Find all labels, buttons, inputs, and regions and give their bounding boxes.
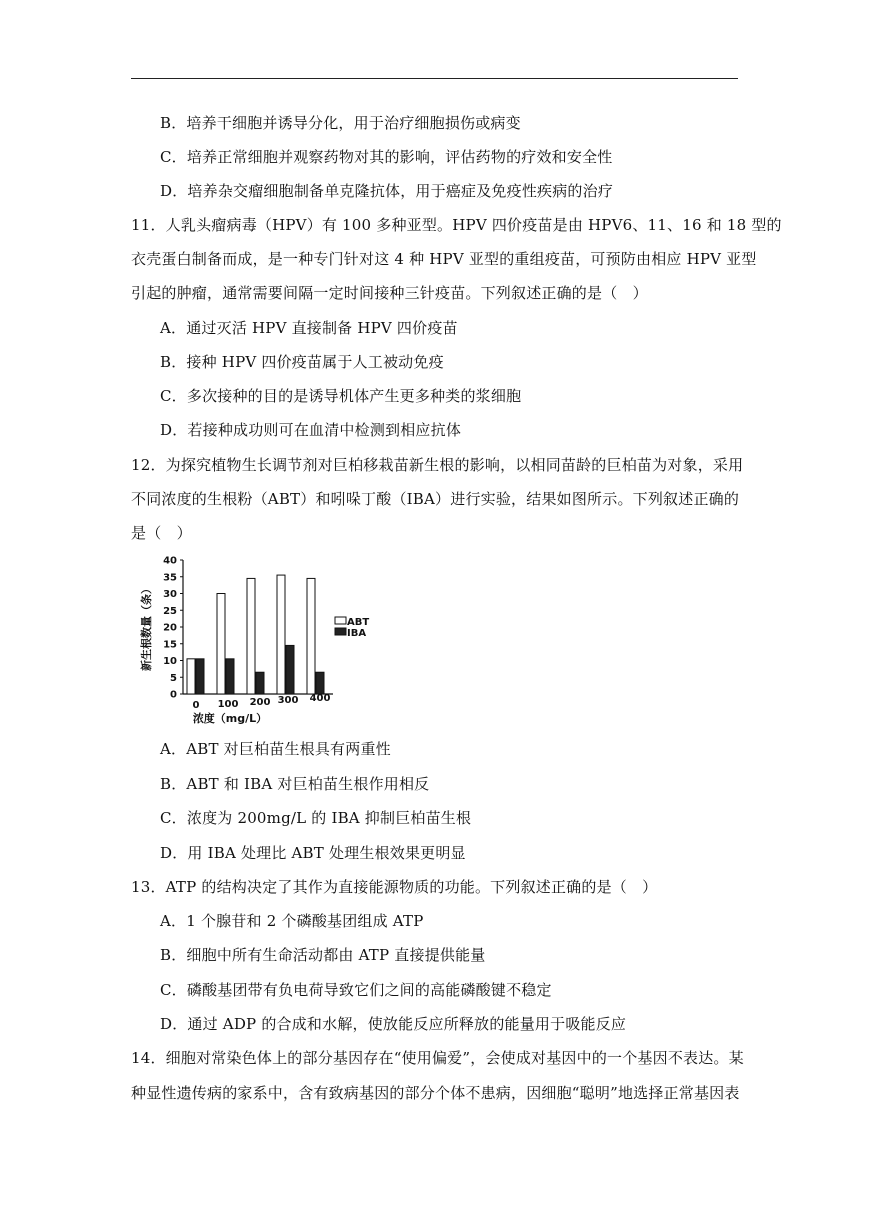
- bar-abt-300: [277, 575, 285, 694]
- q13-option-b: B．细胞中所有生命活动都由 ATP 直接提供能量: [160, 946, 486, 964]
- q14-stem-line-2: 种显性遗传病的家系中，含有致病基因的部分个体不患病，因细胞“聪明”地选择正常基因表: [131, 1084, 740, 1102]
- x-tick-label: 100: [217, 699, 239, 710]
- q12-stem-line-1: 12．为探究植物生长调节剂对巨柏移栽苗新生根的影响，以相同苗龄的巨柏苗为对象，采用: [131, 456, 744, 474]
- q12-option-d: D．用 IBA 处理比 ABT 处理生根效果更明显: [160, 844, 466, 862]
- q13-option-a: A．1 个腺苷和 2 个磷酸基团组成 ATP: [160, 912, 424, 930]
- bar-iba-0: [196, 659, 204, 694]
- q11-stem-line-1: 11．人乳头瘤病毒（HPV）有 100 多种亚型。HPV 四价疫苗是由 HPV6、11、16 和 18 型的: [131, 216, 782, 234]
- x-axis-label: 浓度（mg/L）: [192, 712, 268, 725]
- q11-stem-line-3: 引起的肿瘤，通常需要间隔一定时间接种三针疫苗。下列叙述正确的是（ ）: [131, 284, 648, 302]
- y-axis-label: 新生根数量（条）: [140, 583, 153, 671]
- bar-abt-0: [187, 659, 195, 694]
- q11-option-d: D．若接种成功则可在血清中检测到相应抗体: [160, 421, 462, 439]
- q13-stem-line-1: 13．ATP 的结构决定了其作为直接能源物质的功能。下列叙述正确的是（ ）: [131, 878, 658, 896]
- q12-option-a: A．ABT 对巨柏苗生根具有两重性: [160, 740, 391, 758]
- q13-option-d: D．通过 ADP 的合成和水解，使放能反应所释放的能量用于吸能反应: [160, 1015, 627, 1033]
- legend-label-iba: IBA: [347, 628, 367, 639]
- y-tick-label: 15: [163, 639, 177, 651]
- bar-iba-200: [256, 672, 264, 694]
- legend-swatch-abt: [335, 617, 346, 624]
- q12-option-c: C．浓度为 200mg/L 的 IBA 抑制巨柏苗生根: [160, 809, 472, 827]
- q10-option-d: D．培养杂交瘤细胞制备单克隆抗体，用于癌症及免疫性疾病的治疗: [160, 182, 614, 200]
- q11-stem-line-2: 衣壳蛋白制备而成，是一种专门针对这 4 种 HPV 亚型的重组疫苗，可预防由相应 HPV 亚型: [131, 250, 757, 268]
- y-tick-label: 10: [163, 656, 177, 667]
- y-tick-label: 30: [163, 589, 177, 600]
- x-tick-label: 200: [249, 697, 271, 708]
- y-tick-label: 40: [163, 555, 177, 567]
- q12-option-b: B．ABT 和 IBA 对巨柏苗生根作用相反: [160, 775, 430, 793]
- x-tick-label: 300: [277, 695, 299, 706]
- header-rule: [131, 78, 738, 79]
- q10-option-c: C．培养正常细胞并观察药物对其的影响，评估药物的疗效和安全性: [160, 148, 613, 166]
- bar-abt-100: [217, 594, 225, 695]
- q12-bar-chart: [140, 550, 380, 730]
- legend-label-abt: ABT: [347, 617, 370, 628]
- q12-stem-line-3: 是（ ）: [131, 524, 192, 542]
- q11-option-a: A．通过灭活 HPV 直接制备 HPV 四价疫苗: [160, 319, 458, 337]
- q12-stem-line-2: 不同浓度的生根粉（ABT）和吲哚丁酸（IBA）进行实验，结果如图所示。下列叙述正确的: [131, 490, 740, 508]
- y-tick-label: 5: [170, 672, 177, 684]
- y-tick-label: 25: [163, 605, 177, 617]
- q13-option-c: C．磷酸基团带有负电荷导致它们之间的高能磷酸键不稳定: [160, 981, 552, 999]
- y-tick-label: 0: [170, 689, 177, 701]
- bar-iba-400: [316, 672, 324, 694]
- legend-swatch-iba: [335, 628, 346, 635]
- bar-abt-200: [247, 578, 255, 694]
- q11-option-b: B．接种 HPV 四价疫苗属于人工被动免疫: [160, 353, 444, 371]
- q14-stem-line-1: 14．细胞对常染色体上的部分基因存在“使用偏爱”，会使成对基因中的一个基因不表达。某: [131, 1049, 744, 1067]
- bar-iba-300: [286, 645, 294, 694]
- x-tick-label: 400: [309, 693, 331, 704]
- bar-abt-400: [307, 578, 315, 694]
- y-tick-label: 20: [163, 622, 177, 634]
- y-tick-label: 35: [163, 572, 177, 584]
- q10-option-b: B．培养干细胞并诱导分化，用于治疗细胞损伤或病变: [160, 114, 521, 132]
- x-tick-label: 0: [192, 700, 200, 711]
- q11-option-c: C．多次接种的目的是诱导机体产生更多种类的浆细胞: [160, 387, 522, 405]
- bar-iba-100: [226, 659, 234, 694]
